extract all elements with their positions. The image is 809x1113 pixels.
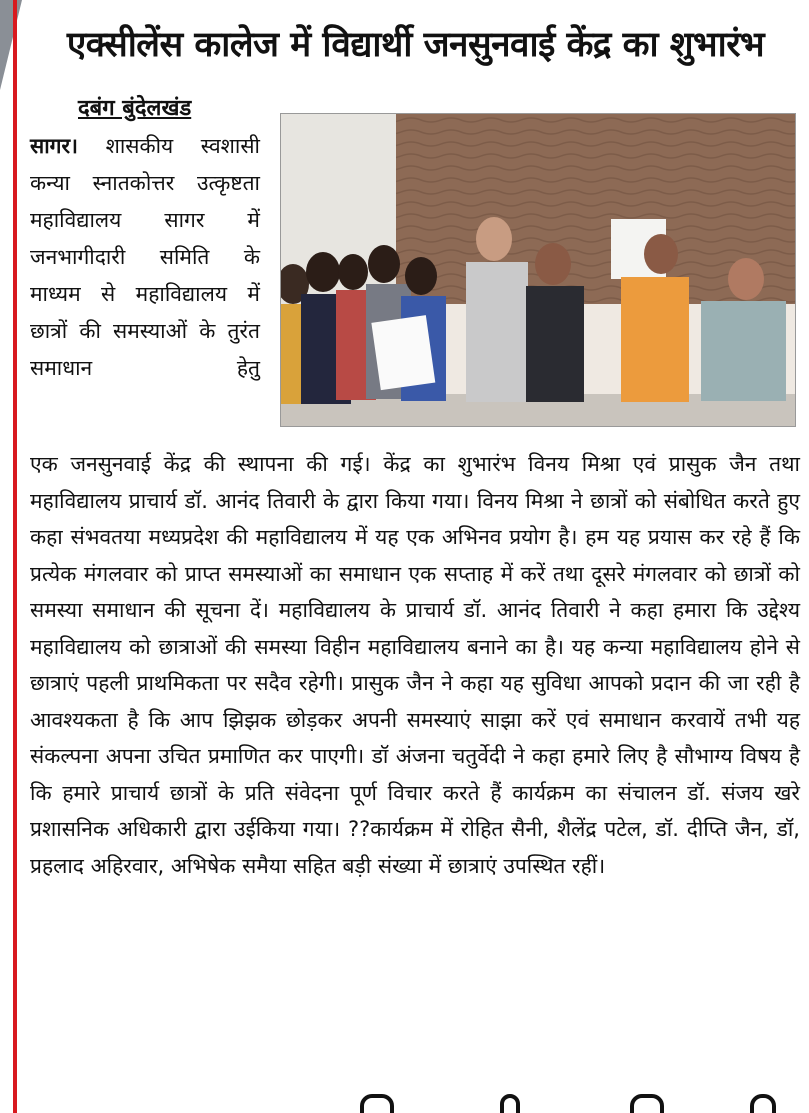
headline: एक्सीलेंस कालेज में विद्यार्थी जनसुनवाई केंद्र का शुभारंभ xyxy=(66,25,765,65)
event-photo xyxy=(280,113,796,427)
byline: दबंग बुंदेलखंड xyxy=(78,96,192,121)
next-headline-fragment xyxy=(30,1094,800,1113)
margin-rule xyxy=(13,0,17,1113)
corner-mark xyxy=(0,0,22,90)
article-body: एक जनसुनवाई केंद्र की स्थापना की गई। केंद्र का शुभारंभ विनय मिश्रा एवं प्रासुक जैन तथा महाविद्यालय प्राचार्य डॉ. आनंद तिवारी के द्वारा किया गया। विनय मिश्रा ने छात्रों को संबोधित करते हुए कहा संभवतया मध्यप्रदेश की महाविद्यालय में यह एक अभिनव प्रयोग है। हम यह प्रयास कर रहे हैं कि प्रत्येक मंगलवार को प्राप्त समस्याओं का समाधान एक सप्ताह में करें तथा दूसरे मंगलवार को छात्रों को समस्या समाधान की सूचना दें। महाविद्यालय के प्राचार्य डॉ. आनंद तिवारी ने कहा हमारा कि उद्देश्य महाविद्यालय को छात्राओं की समस्या विहीन महाविद्यालय बनाने का है। यह कन्या महाविद्यालय होने से छात्राएं पहली प्राथमिकता पर सदैव रहेगी। प्रासुक जैन ने कहा यह सुविधा आपको प्रदान की जा रही है आवश्यकता है कि आप झिझक छोड़कर अपनी समस्याएं साझा करें एवं समाधान करवायें तभी यह संकल्पना अपना उचित प्रमाणित कर पाएगी। डॉ अंजना चतुर्वेदी ने कहा हमारे लिए है सौभाग्य विषय है कि हमारे प्राचार्य छात्रों के प्रति संवेदना पूर्ण विचार करते हैं कार्यक्रम का संचालन डॉ. संजय खरे प्रशासनिक अधिकारी द्वारा उईकिया गया। ??कार्यक्रम में रोहित सैनी, शैलेंद्र पटेल, डॉ. दीप्ति जैन, डॉ, प्रहलाद अहिरवार, अभिषेक समैया सहित बड़ी संख्या में छात्राएं उपस्थित रहीं। xyxy=(30,452,800,878)
dateline: सागर। xyxy=(30,134,79,158)
lead-column-text: शासकीय स्वशासी कन्या स्नातकोत्तर उत्कृष्टता महाविद्यालय सागर में जनभागीदारी समिति के माध्यम से महाविद्यालय में छात्रों की समस्याओं के तुरंत समाधान हेतु xyxy=(30,134,260,380)
lead-column xyxy=(30,128,260,387)
